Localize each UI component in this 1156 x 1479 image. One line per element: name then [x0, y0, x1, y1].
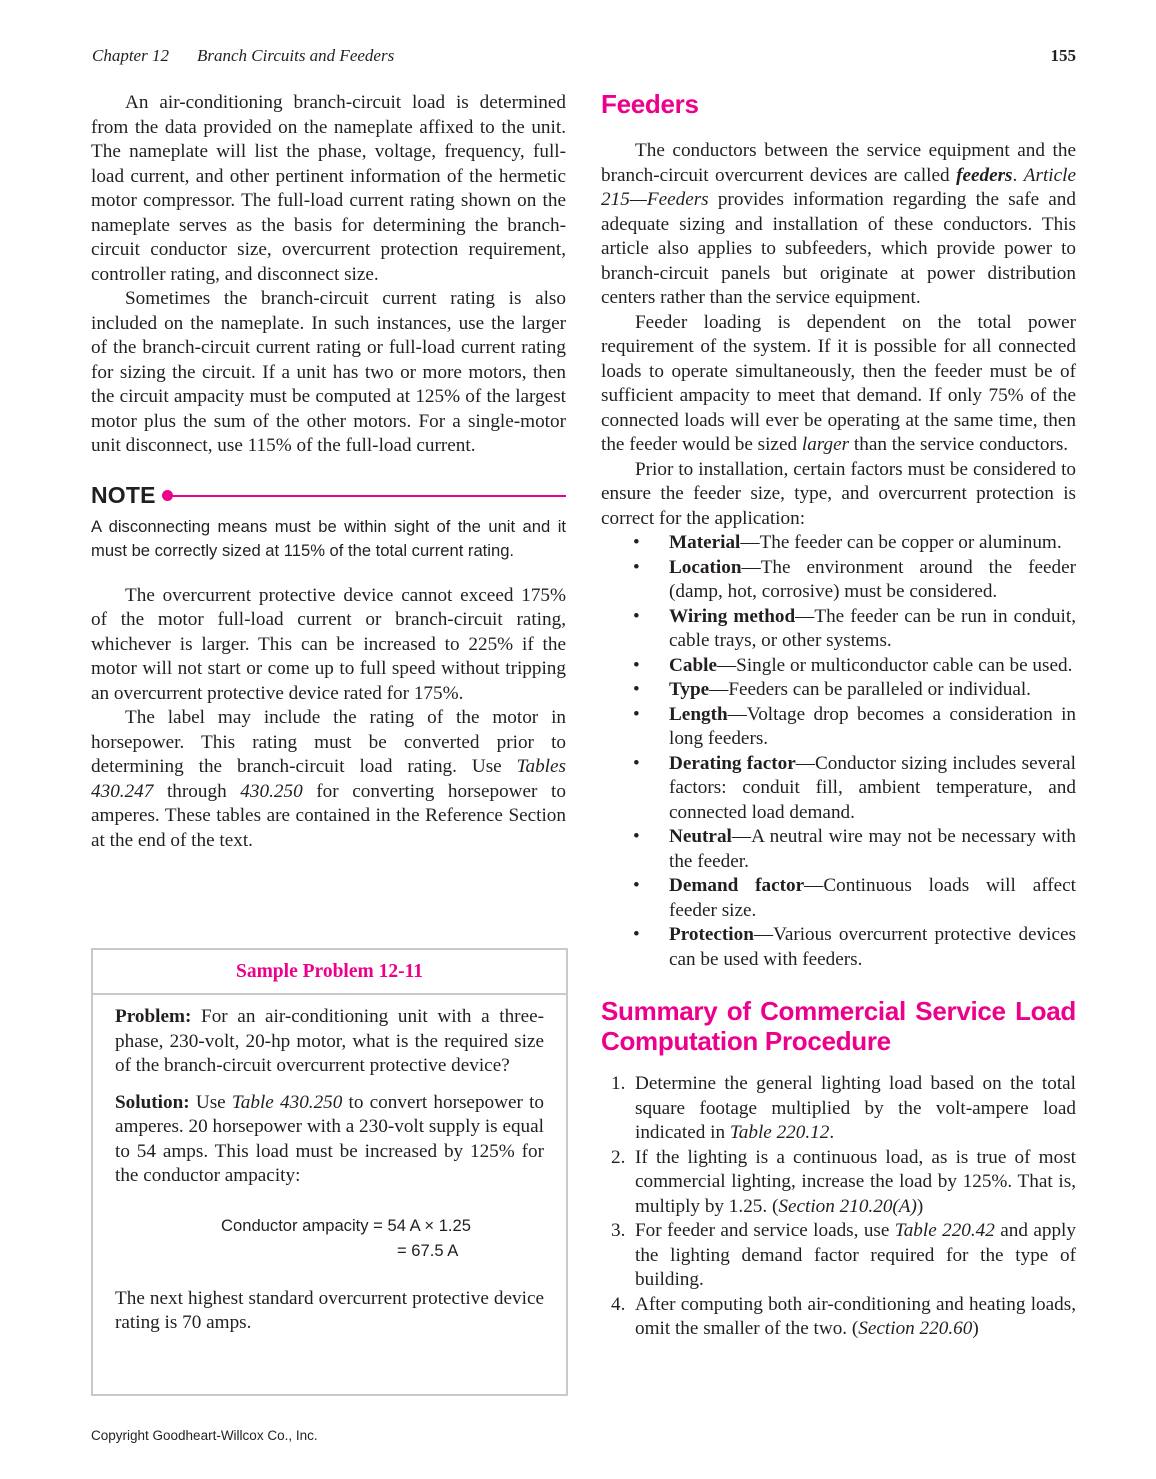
sample-problem-body: [93, 995, 566, 1336]
bullet-icon: •: [633, 703, 640, 725]
note-callout: [91, 481, 566, 564]
solution-conclusion: The next highest standard overcurrent protective device rating is 70 amps.: [115, 1287, 544, 1333]
key-term: feeders: [956, 164, 1013, 186]
article-reference: Article 215—Feeders: [601, 164, 1076, 210]
ampacity-equation: [115, 1213, 544, 1263]
note-title: NOTE: [91, 482, 156, 509]
list-item: • Neutral—A neutral wire may not be necessary with the feeder.: [633, 826, 1076, 872]
chapter-number: Chapter 12: [92, 46, 169, 65]
note-text: A disconnecting means must be within sight of the unit and it must be correctly sized at 115% of the total current rating.: [91, 516, 566, 560]
bullet-icon: •: [633, 924, 640, 945]
solution-label: Solution:: [115, 1091, 190, 1113]
bullet-icon: •: [633, 605, 640, 627]
table-reference: Table 220.12: [729, 1122, 830, 1143]
bullet-icon: •: [633, 679, 640, 700]
section-heading-feeders: Feeders: [601, 89, 699, 119]
list-item: • Derating factor—Conductor sizing includes several factors: conduit fill, ambient temperature, and connected load demand.: [633, 752, 1077, 823]
right-column: [601, 91, 1076, 1342]
running-head: [92, 44, 1076, 70]
list-item: • Length—Voltage drop becomes a consideration in long feeders.: [633, 703, 1076, 749]
paragraph-feeders-definition: The conductors between the service equipment and the branch-circuit overcurrent devices are called feeders. Article 215—Feeders provides information regarding the safe and adequate sizing and installation of these conductors. This article also applies to subfeeders, which provide power to branch-circuit panels but originate at power distribution centers rather than the service equipment.: [601, 140, 1076, 308]
section-reference: Section 220.60: [858, 1318, 973, 1339]
section-reference: Section 210.20(A): [778, 1195, 917, 1217]
table-reference: Table 220.42: [894, 1220, 995, 1241]
list-item: • Protection—Various overcurrent protective devices can be used with feeders.: [633, 924, 1076, 970]
problem-statement: Problem: For an air-conditioning unit with a three-phase, 230-volt, 20-hp motor, what is the required size of the branch-circuit overcurrent protective device?: [115, 1006, 544, 1076]
problem-label: Problem:: [115, 1006, 192, 1027]
paragraph-nameplate: An air-conditioning branch-circuit load is determined from the data provided on the nameplate affixed to the unit. The nameplate will list the phase, voltage, frequency, full-load current, and other pertinent information of the hermetic motor compressor. The full-load current rating shown on the nameplate serves as the basis for determining the branch-circuit conductor size, overcurrent protection requirement, controller rating, and disconnect size.: [91, 92, 566, 285]
table-reference: Tables 430.247: [91, 756, 566, 802]
note-rule: [173, 495, 566, 497]
solution-statement: Solution: Use Table 430.250 to convert horsepower to amperes. 20 horsepower with a 230-volt supply is equal to 54 amps. This load must be increased by 125% for the conductor ampacity:: [115, 1091, 545, 1186]
paragraph-overcurrent: The overcurrent protective device cannot exceed 175% of the motor full-load current or branch-circuit rating, whichever is larger. This can be increased to 225% if the motor will not start or come up to full speed without tripping an overcurrent protective device rated for 175%.: [91, 584, 566, 704]
list-item: • Wiring method—The feeder can be run in conduit, cable trays, or other systems.: [633, 605, 1077, 651]
paragraph-feeder-loading: Feeder loading is dependent on the total power requirement of the system. If it is possible for all connected loads to operate simultaneously, then the feeder must be of sufficient ampacity to meet that demand. If only 75% of the connected loads will ever be operating at the same time, then the feeder would be sized larger than the service conductors.: [601, 311, 1076, 455]
paragraph-horsepower: The label may include the rating of the motor in horsepower. This rating must be converted prior to determining the branch-circuit load rating. Use Tables 430.247 through 430.250 for converting horsepower to amperes. These tables are contained in the Reference Section at the end of the text.: [91, 707, 566, 851]
bullet-icon: •: [633, 826, 640, 847]
section-heading-summary: Summary of Commercial Service Load Computation Procedure: [601, 996, 1076, 1056]
note-bullet-icon: [162, 490, 173, 501]
chapter-title: Branch Circuits and Feeders: [196, 46, 395, 65]
left-column: [91, 91, 566, 853]
bullet-icon: •: [633, 654, 640, 676]
procedure-steps: [601, 1072, 1076, 1342]
bullet-icon: •: [633, 752, 640, 774]
list-item: 1. Determine the general lighting load based on the total square footage multiplied by the volt-ampere load indicated in Table 220.12.: [611, 1073, 1076, 1143]
list-item: • Demand factor—Continuous loads will affect feeder size.: [633, 875, 1077, 921]
list-item: • Location—The environment around the feeder (damp, hot, corrosive) must be considered.: [633, 556, 1076, 602]
copyright-footer: Copyright Goodheart-Willcox Co., Inc.: [91, 1428, 318, 1443]
note-header: [91, 481, 566, 511]
equation-line-2: = 67.5 A: [397, 1240, 459, 1260]
list-item: • Type—Feeders can be paralleled or individual.: [601, 678, 1076, 703]
list-item: • Material—The feeder can be copper or aluminum.: [601, 531, 1076, 556]
sample-problem-box: [91, 948, 568, 1396]
bullet-icon: •: [633, 875, 640, 896]
paragraph-factors-intro: Prior to installation, certain factors must be considered to ensure the feeder size, type, and overcurrent protection is correct for the application:: [601, 458, 1076, 529]
sample-problem-title: Sample Problem 12-11: [93, 950, 566, 995]
page-number: 155: [1050, 46, 1076, 65]
factors-list: [601, 531, 1076, 972]
paragraph-branch-rating: Sometimes the branch-circuit current rating is also included on the nameplate. In such instances, use the larger of the branch-circuit current rating or full-load current rating for sizing the circuit. If a unit has two or more motors, then the circuit ampacity must be computed at 125% of the largest motor plus the sum of the other motors. For a single-motor unit disconnect, use 115% of the full-load current.: [91, 288, 566, 456]
table-reference: Table 430.250: [231, 1091, 343, 1113]
bullet-icon: •: [633, 532, 640, 553]
list-item: 2. If the lighting is a continuous load, as is true of most commercial lighting, increase the load by 125%. That is, multiply by 1.25. (Section 210.20(A)): [611, 1146, 1076, 1217]
table-reference: 430.250: [240, 780, 303, 802]
list-item: 4. After computing both air-conditioning and heating loads, omit the smaller of the two. (Section 220.60): [611, 1293, 1076, 1339]
equation-line-1: Conductor ampacity = 54 A × 1.25: [221, 1215, 471, 1235]
bullet-icon: •: [633, 556, 640, 578]
list-item: 3. For feeder and service loads, use Table 220.42 and apply the lighting demand factor required for the type of building.: [611, 1220, 1076, 1290]
chapter-label: [92, 46, 394, 66]
list-item: • Cable—Single or multiconductor cable can be used.: [601, 654, 1076, 679]
